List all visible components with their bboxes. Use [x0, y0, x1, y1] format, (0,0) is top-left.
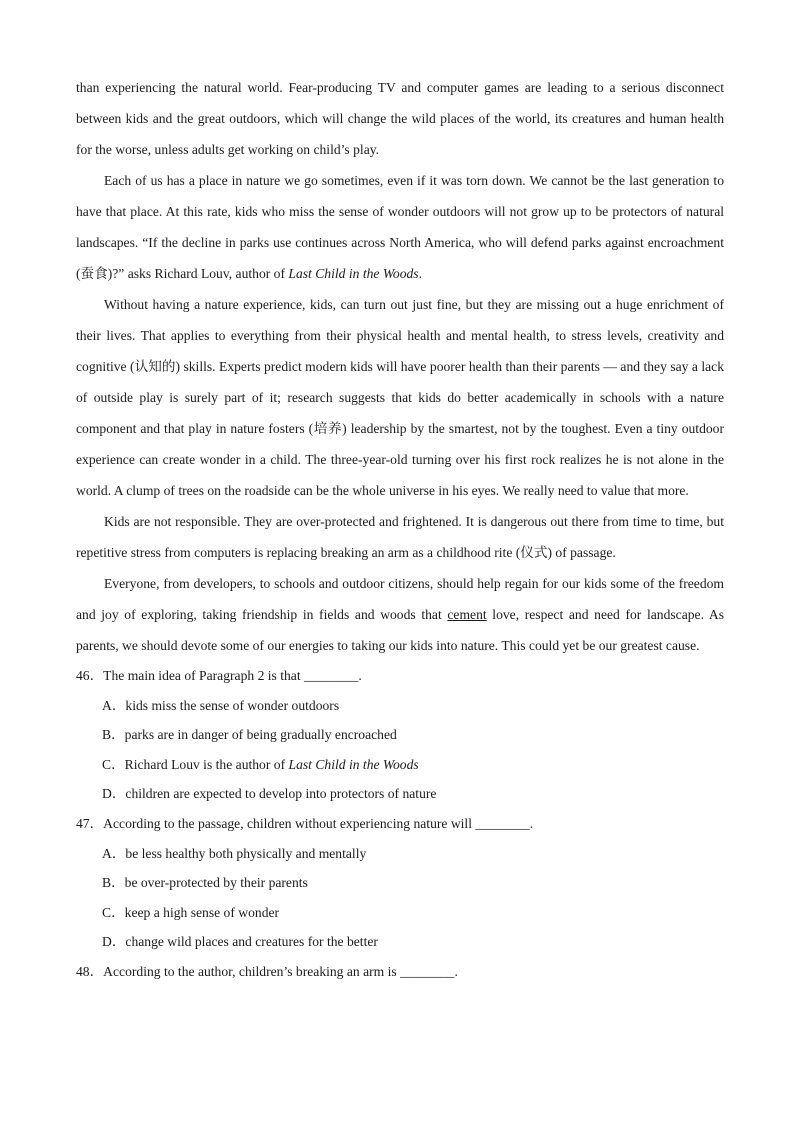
paragraph-3: Without having a nature experience, kids, can turn out just fine, but they are missing out a huge enrichment of their lives. That applies to everything from their physical health and mental health, to stress levels, creativity and cognitive (认知的) skills. Experts predict modern kids will have poorer health than their parents — and they say a lack of outside play is surely part of it; research suggests that kids do better academically in schools with a nature component and that play in nature fosters (培养) leadership by the smartest, not by the toughest. Even a tiny outdoor experience can create wonder in a child. The three-year-old turning over his first rock realizes he is not alone in the world. A clump of trees on the roadside can be the whole universe in his eyes. We really need to value that more.	[76, 297, 724, 498]
option-c-book-title: Last Child in the Woods	[288, 756, 419, 772]
paragraph-5	[76, 568, 724, 661]
option-b: B．be over-protected by their parents	[102, 875, 308, 891]
document-page	[76, 72, 724, 987]
question-48	[76, 957, 724, 987]
paragraph-5-text: Everyone, from developers, to schools and outdoor citizens, should help regain for our kids some of the freedom and joy of exploring, taking friendship in fields and woods that	[76, 576, 724, 622]
question-stem: 46．The main idea of Paragraph 2 is that ________.	[76, 668, 362, 683]
option-c	[76, 750, 724, 780]
book-title: Last Child in the Woods	[288, 266, 419, 281]
option-c: C．keep a high sense of wonder	[102, 904, 280, 920]
option-d: D．change wild places and creatures for the better	[102, 934, 378, 950]
paragraph-1: than experiencing the natural world. Fear-producing TV and computer games are leading to a serious disconnect between kids and the great outdoors, which will change the wild places of the world, its creatures and human health for the worse, unless adults get working on child’s play.	[76, 80, 724, 157]
paragraph-5-end: love, respect and need for landscape. As parents, we should devote some of our energies to taking our kids into nature. This could yet be our greatest cause.	[76, 607, 724, 653]
option-c-text: C．Richard Louv is the author of	[102, 756, 289, 772]
option-b: B．parks are in danger of being gradually encroached	[102, 727, 397, 743]
question-46	[76, 661, 724, 809]
paragraph-2	[76, 165, 724, 289]
option-a: A．kids miss the sense of wonder outdoors	[102, 697, 340, 713]
paragraph-2-text: Each of us has a place in nature we go sometimes, even if it was torn down. We cannot be the last generation to have that place. At this rate, kids who miss the sense of wonder outdoors will not grow up to be protectors of natural landscapes. “If the decline in parks use continues across North America, who will defend parks against encroachment (蚕食)?” asks Richard Louv, author of	[76, 173, 724, 281]
question-stem: 47．According to the passage, children without experiencing nature will ________.	[76, 815, 534, 831]
question-47	[76, 809, 724, 957]
paragraph-2-end: .	[418, 266, 422, 281]
option-a: A．be less healthy both physically and mentally	[102, 845, 367, 861]
option-d: D．children are expected to develop into protectors of nature	[102, 786, 437, 802]
underlined-word: cement	[447, 607, 487, 622]
paragraph-4: Kids are not responsible. They are over-protected and frightened. It is dangerous out there from time to time, but repetitive stress from computers is replacing breaking an arm as a childhood rite (仪式) of passage.	[76, 514, 724, 560]
question-stem: 48．According to the author, children’s breaking an arm is ________.	[76, 963, 458, 979]
